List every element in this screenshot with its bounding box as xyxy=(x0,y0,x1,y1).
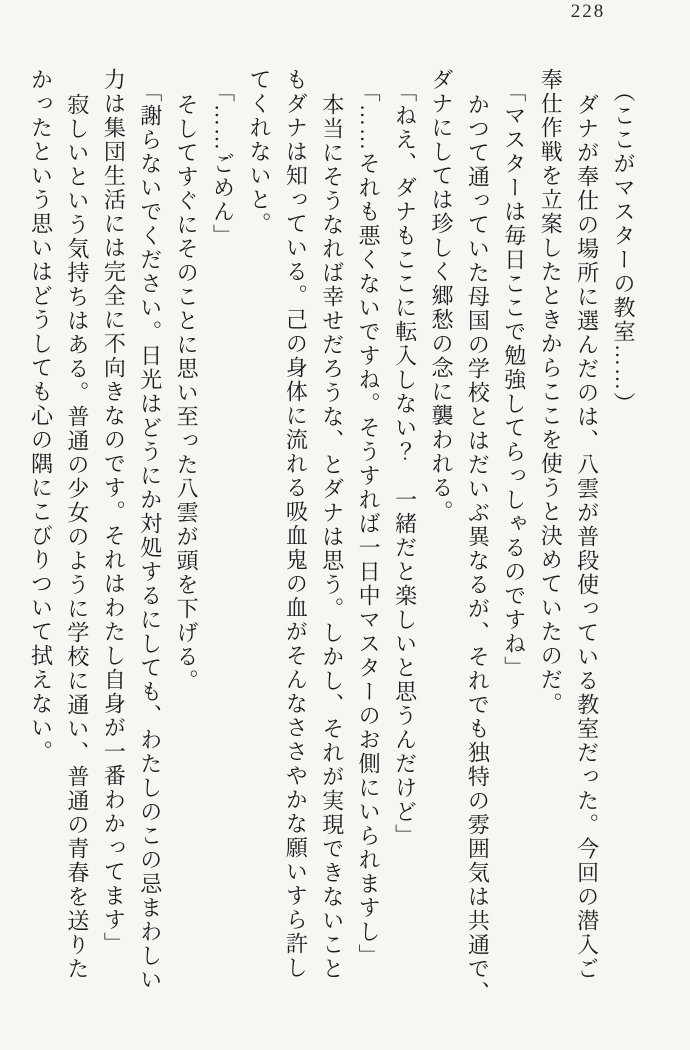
text-line: 力は集団生活には完全に不向きなのです。それはわたし自身が一番わかってます」 xyxy=(101,68,127,956)
text-column-area xyxy=(22,68,641,1026)
text-line: 「……ごめん」 xyxy=(210,80,236,249)
text-line: 「ねえ、ダナもここに転入しない？ 一緒だと楽しいと思うんだけど」 xyxy=(392,80,418,849)
text-line: 奉仕作戦を立案したときからここを使うと決めていたのだ。 xyxy=(538,68,564,716)
text-line: 「謝らないでください。日光はどうにか対処するにしても、わたしのこの忌まわしい xyxy=(137,80,163,993)
text-line: ダナが奉仕の場所に選んだのは、八雲が普段使っている教室だった。今回の潜入ご xyxy=(574,93,600,982)
text-line: （ここがマスターの教室……） xyxy=(611,80,636,417)
text-line: かったという思いはどうしても心の隅にこびりついて拭えない。 xyxy=(28,68,54,764)
page-number: 228 xyxy=(570,1,606,22)
text-line: 寂しいという気持ちはある。普通の少女のように学校に通い、普通の青春を送りた xyxy=(64,93,90,982)
text-line: もダナは知っている。己の身体に流れる吸血鬼の血がそんなささやかな願いすら許し xyxy=(283,68,309,980)
text-line: そしてすぐにそのことに思い至った八雲が頭を下げる。 xyxy=(174,93,200,694)
text-line: ダナにしては珍しく郷愁の念に襲われる。 xyxy=(428,68,454,524)
text-line: 本当にそうなれば幸せだろうな、とダナは思う。しかし、それが実現できないこと xyxy=(319,93,345,982)
text-line: 「……それも悪くないですね。そうすれば一日中マスターのお側にいられますし」 xyxy=(356,80,382,969)
text-line: 「マスターは毎日ここで勉強してらっしゃるのですね」 xyxy=(501,80,527,681)
text-line: てくれないと。 xyxy=(246,68,272,236)
text-line: かつて通っていた母国の学校とはだいぶ異なるが、それでも独特の雰囲気は共通で、 xyxy=(465,93,491,1006)
